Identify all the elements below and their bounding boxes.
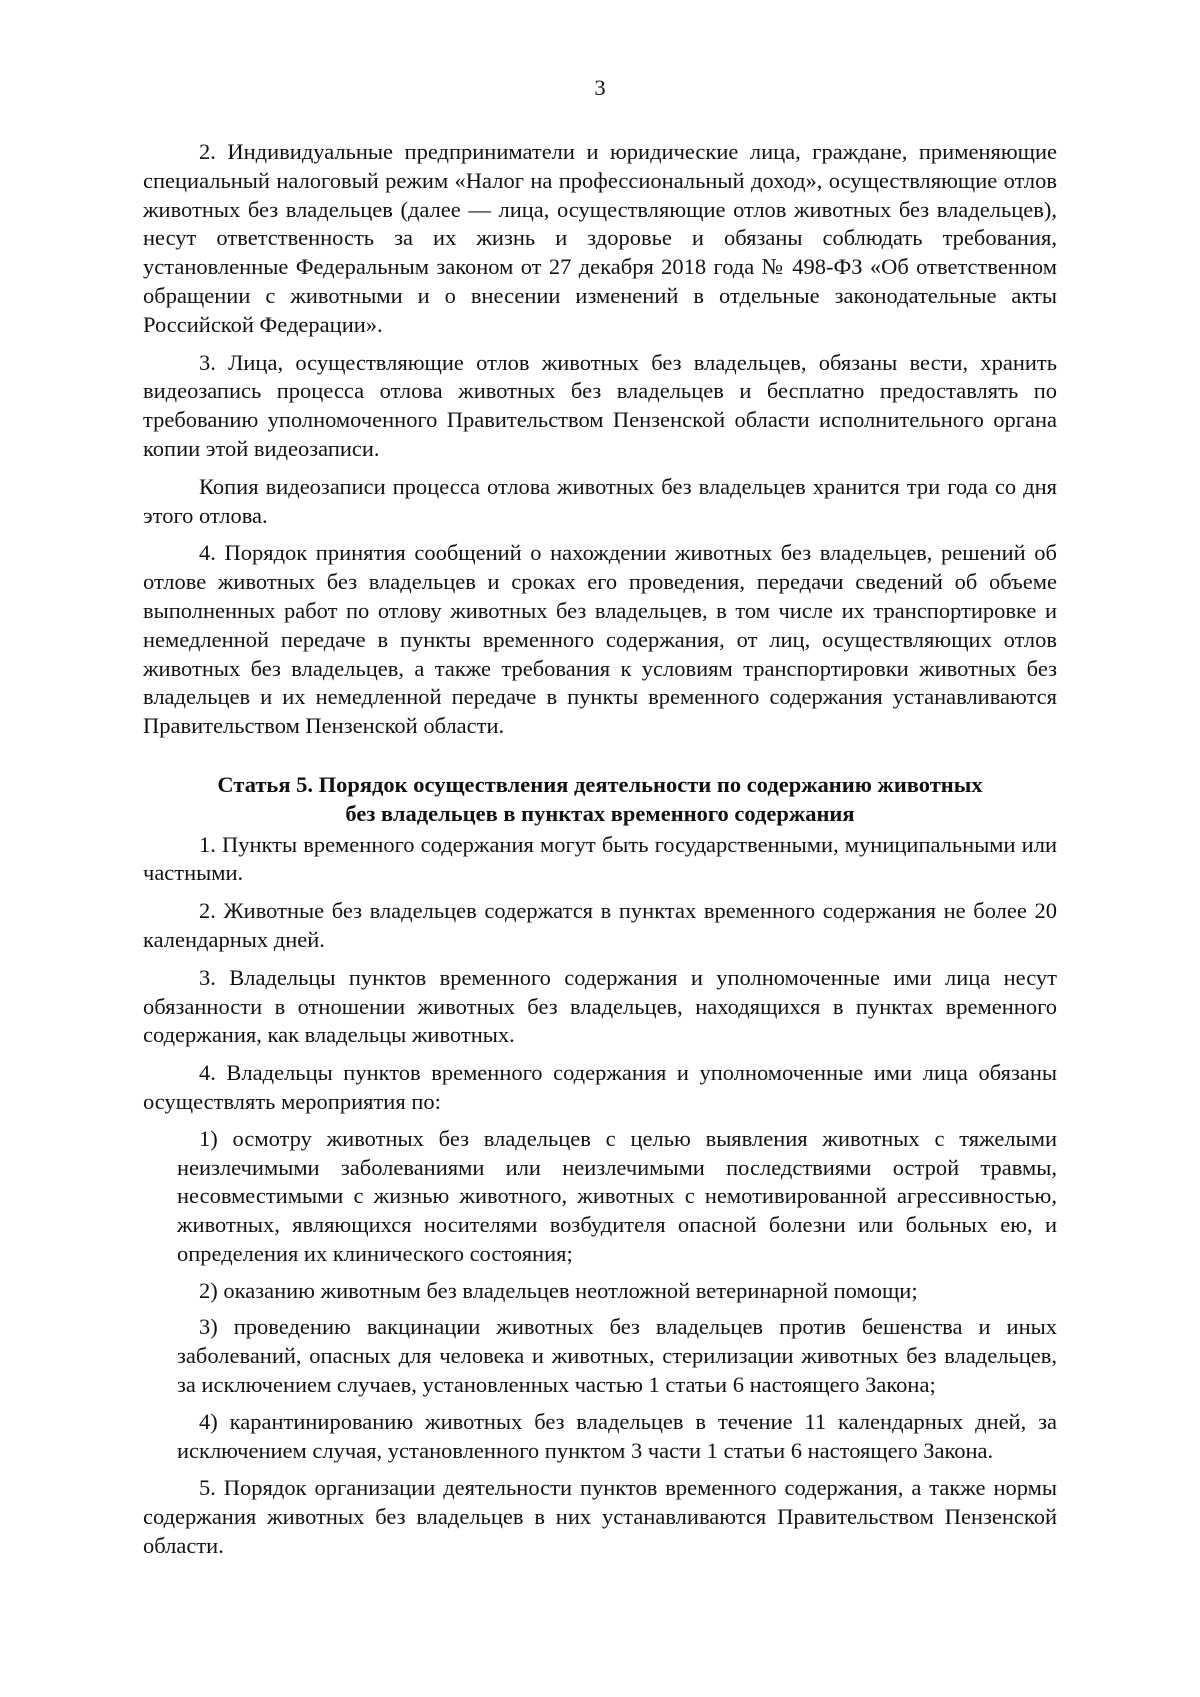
list-item: 3) проведению вакцинации животных без владельцев против бешенства и иных заболеваний, опасных для человека и животных, стерилизации животных без владельцев, за исключением случаев, установленных частью 1 статьи 6 настоящего Закона; — [177, 1314, 1057, 1398]
paragraph-2: 2. Индивидуальные предприниматели и юридические лица, граждане, применяющие специальный налоговый режим «Налог на профессиональный доход», осуществляющие отлов животных без владельцев (далее — лица, осуществляющие отлов животных без владельцев), несут ответственность за их жизнь и здоровье и обязаны соблюдать требования, установленные Федеральным законом от 27 декабря 2018 года № 498-ФЗ «Об ответственном обращении с животными и о внесении изменений в отдельные законодательные акты Российской Федерации». — [143, 139, 1057, 337]
paragraph-3: 3. Лица, осуществляющие отлов животных без владельцев, обязаны вести, хранить видеозапись процесса отлова животных без владельцев и бесплатно предоставлять по требованию уполномоченного Правительством Пензенской области исполнительного органа копии этой видеозаписи. — [143, 349, 1057, 461]
measures-list — [177, 1125, 1057, 1466]
paragraph-video-copy: Копия видеозаписи процесса отлова животных без владельцев хранится три года со дня этого отлова. — [143, 473, 1057, 528]
paragraph-4: 4. Порядок принятия сообщений о нахождении животных без владельцев, решений об отлове животных без владельцев и сроках его проведения, передачи сведений об объеме выполненных работ по отлову животных без владельцев, в том числе их транспортировке и немедленной передаче в пункты временного содержания, от лиц, осуществляющих отлов животных без владельцев, а также требования к условиям транспортировки животных без владельцев и их немедленной передаче в пункты временного содержания устанавливаются Правительством Пензенской области. — [143, 540, 1057, 739]
article-paragraph-5: 5. Порядок организации деятельности пунктов временного содержания, а также нормы содержания животных без владельцев в них устанавливаются Правительством Пензенской области. — [143, 1475, 1057, 1559]
document-body — [143, 138, 1057, 1561]
article-5-title — [143, 771, 1057, 829]
list-item: 1) осмотру животных без владельцев с целью выявления животных с тяжелыми неизлечимыми заболеваниями или неизлечимыми последствиями острой травмы, несовместимыми с жизнью животного, животных с немотивированной агрессивностью, животных, являющихся носителями возбудителя опасной болезни или больных ею, и определения их клинического состояния; — [177, 1125, 1057, 1266]
page-number: 3 — [594, 75, 606, 100]
article-paragraph-3: 3. Владельцы пунктов временного содержания и уполномоченные ими лица несут обязанности в отношении животных без владельцев, находящихся в пунктах временного содержания, как владельцы животных. — [143, 964, 1057, 1048]
list-item: 2) оказанию животным без владельцев неотложной ветеринарной помощи; — [199, 1277, 918, 1303]
article-paragraph-2: 2. Животные без владельцев содержатся в пунктах временного содержания не более 20 календарных дней. — [143, 898, 1057, 952]
article-paragraph-4: 4. Владельцы пунктов временного содержания и уполномоченные ими лица обязаны осуществлять мероприятия по: — [143, 1060, 1057, 1114]
article-paragraph-1: 1. Пункты временного содержания могут быть государственными, муниципальными или частными. — [143, 831, 1057, 886]
list-item: 4) карантинированию животных без владельцев в течение 11 календарных дней, за исключением случая, установленного пунктом 3 части 1 статьи 6 настоящего Закона. — [177, 1408, 1057, 1463]
article-title-line-1: Статья 5. Порядок осуществления деятельности по содержанию животных — [217, 771, 983, 797]
article-title-line-2: без владельцев в пунктах временного содержания — [345, 800, 855, 826]
